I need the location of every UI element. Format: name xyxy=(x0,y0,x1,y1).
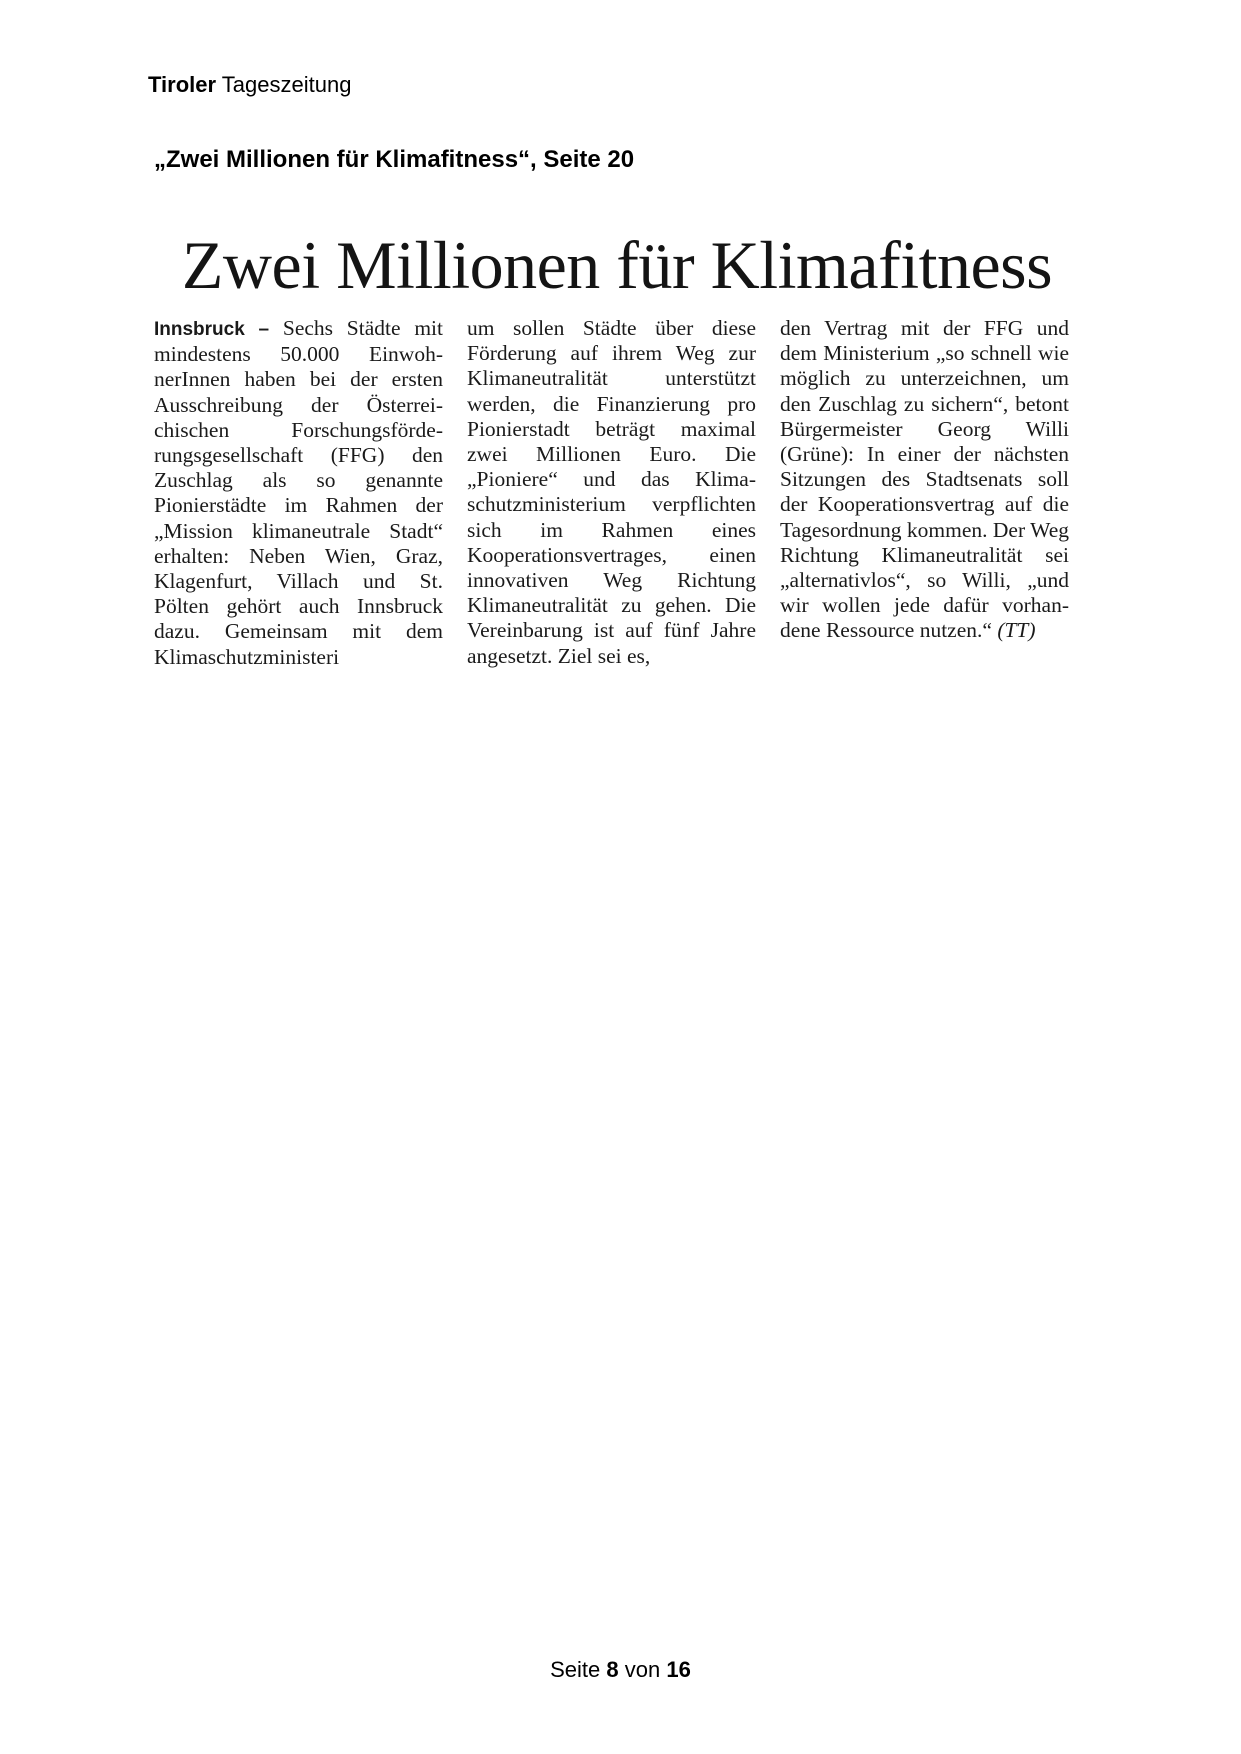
publication-name-bold: Tiroler xyxy=(148,72,217,97)
column-2-text: um sollen Städte über diese Förderung auf ihrem Weg zur Klimaneutralität unterstützt werden, die Finanzierung pro Pionierstadt beträgt maximal zwei Millionen Euro. Die „Pioniere“ und das Klimaschutzministerium verpflichten sich im Rahmen eines Kooperationsvertrages, einen innovativen Weg Richtung Klimaneutralität zu gehen. Die Vereinbarung ist auf fünf Jahre angesetzt. Ziel sei es, xyxy=(467,316,756,668)
article-reference: „Zwei Millionen für Klimafitness“, Seite 20 xyxy=(154,146,635,173)
article-credit: (TT) xyxy=(997,618,1036,643)
article-body xyxy=(154,316,1068,670)
article-dateline: Innsbruck – xyxy=(154,319,270,340)
article-column-2 xyxy=(467,316,756,670)
article-headline: Zwei Millionen für Klimafitness xyxy=(181,227,1053,303)
column-3-text: den Vertrag mit der FFG und dem Ministerium „so schnell wie möglich zu unterzeichnen, um den Zuschlag zu sichern“, betont Bürgermeister Georg Willi (Grüne): In einer der nächsten Sitzungen des Stadtsenats soll der Kooperationsvertrag auf die Tagesordnung kommen. Der Weg Richtung Klimaneutralität sei „alternativlos“, so Willi, „und wir wollen jede dafür vorhandene Ressource nutzen.“ xyxy=(780,316,1069,643)
column-1-text: Sechs Städte mit mindestens 50.000 EinwohnerInnen haben bei der ersten Ausschreibung der Österreichischen Forschungsförderungsgesellschaft (FFG) den Zuschlag als so genannte Pionierstädte im Rahmen der „Mission klimaneutrale Stadt“ erhalten: Neben Wien, Graz, Klagenfurt, Villach und St. Pölten gehört auch Innsbruck dazu. Gemeinsam mit dem Klimaschutzministeri xyxy=(154,316,443,669)
page-number-middle: von xyxy=(624,1657,661,1682)
article-column-3 xyxy=(780,316,1069,670)
publication-name xyxy=(148,72,351,98)
page-number-prefix: Seite xyxy=(550,1657,601,1682)
page-number-total: 16 xyxy=(666,1657,691,1682)
page-number xyxy=(0,1657,1241,1683)
page-number-current: 8 xyxy=(606,1657,619,1682)
publication-name-rest: Tageszeitung xyxy=(221,72,352,97)
article-column-1 xyxy=(154,316,443,670)
